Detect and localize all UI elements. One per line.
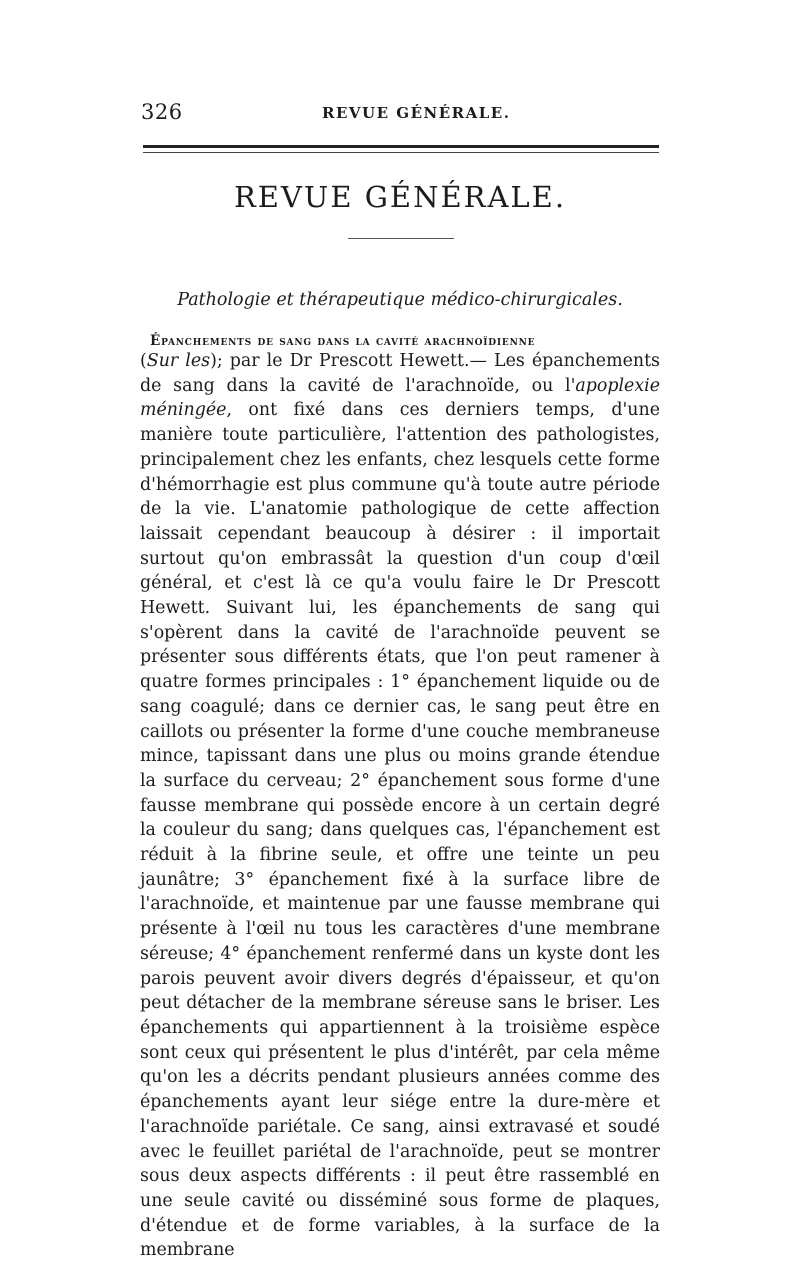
- byline-open: (: [140, 351, 147, 371]
- header-rule-thin: [143, 152, 659, 153]
- article-body: [140, 349, 660, 1263]
- article-heading: Épanchements de sang dans la cavité arachnoïdienne: [150, 333, 536, 349]
- title-divider: [348, 238, 454, 239]
- running-head: REVUE GÉNÉRALE.: [322, 104, 511, 122]
- section-heading: Pathologie et thérapeutique médico-chirurgicales.: [177, 290, 623, 310]
- header-rule-thick: [143, 145, 659, 148]
- page-number: 326: [141, 100, 183, 124]
- body-paragraph: , ont fixé dans ces derniers temps, d'une manière toute particulière, l'attention des pathologistes, principalement chez les enfants, chez lesquels cette forme d'hémorrhagie est plus commune qu'à toute autre période de la vie. L'anatomie pathologique de cette affection laissait cependant beaucoup à désirer : il importait surtout qu'on embrassât la question d'un coup d'œil général, et c'est là ce qu'a voulu faire le Dr Prescott Hewett. Suivant lui, les épanchements de sang qui s'opèrent dans la cavité de l'arachnoïde peuvent se présenter sous différents états, que l'on peut ramener à quatre formes principales : 1° épanchement liquide ou de sang coagulé; dans ce dernier cas, le sang peut être en caillots ou présenter la forme d'une couche membraneuse mince, tapissant dans une plus ou moins grande étendue la surface du cerveau; 2° épanchement sous forme d'une fausse membrane qui possède encore à un certain degré la couleur du sang; dans quelques cas, l'épanchement est réduit à la fibrine seule, et offre une teinte un peu jaunâtre; 3° épanchement fixé à la surface libre de l'arachnoïde, et maintenue par une fausse membrane qui présente à l'œil nu tous les caractères d'une membrane séreuse; 4° épanchement renfermé dans un kyste dont les parois peuvent avoir divers degrés d'épaisseur, et qu'on peut détacher de la membrane séreuse sans le briser. Les épanchements qui appartiennent à la troisième espèce sont ceux qui présentent le plus d'intérêt, par cela même qu'on les a décrits pendant plusieurs années comme des épanchements ayant leur siége entre la dure-mère et l'arachnoïde pariétale. Ce sang, ainsi extravasé et soudé avec le feuillet pariétal de l'arachnoïde, peut se montrer sous deux aspects différents : il peut être rassemblé en une seule cavité ou disséminé sous forme de plaques, d'étendue et de forme variables, à la surface de la membrane: [140, 400, 660, 1261]
- italic-term: apoplexie méningée: [140, 375, 660, 421]
- page-title: REVUE GÉNÉRALE.: [233, 180, 567, 214]
- byline-rest: ); par le Dr Prescott Hewett.— Les épanchements de sang dans la cavité de l'arachnoïde, ou l': [140, 351, 660, 396]
- byline-source: Sur les: [146, 351, 211, 371]
